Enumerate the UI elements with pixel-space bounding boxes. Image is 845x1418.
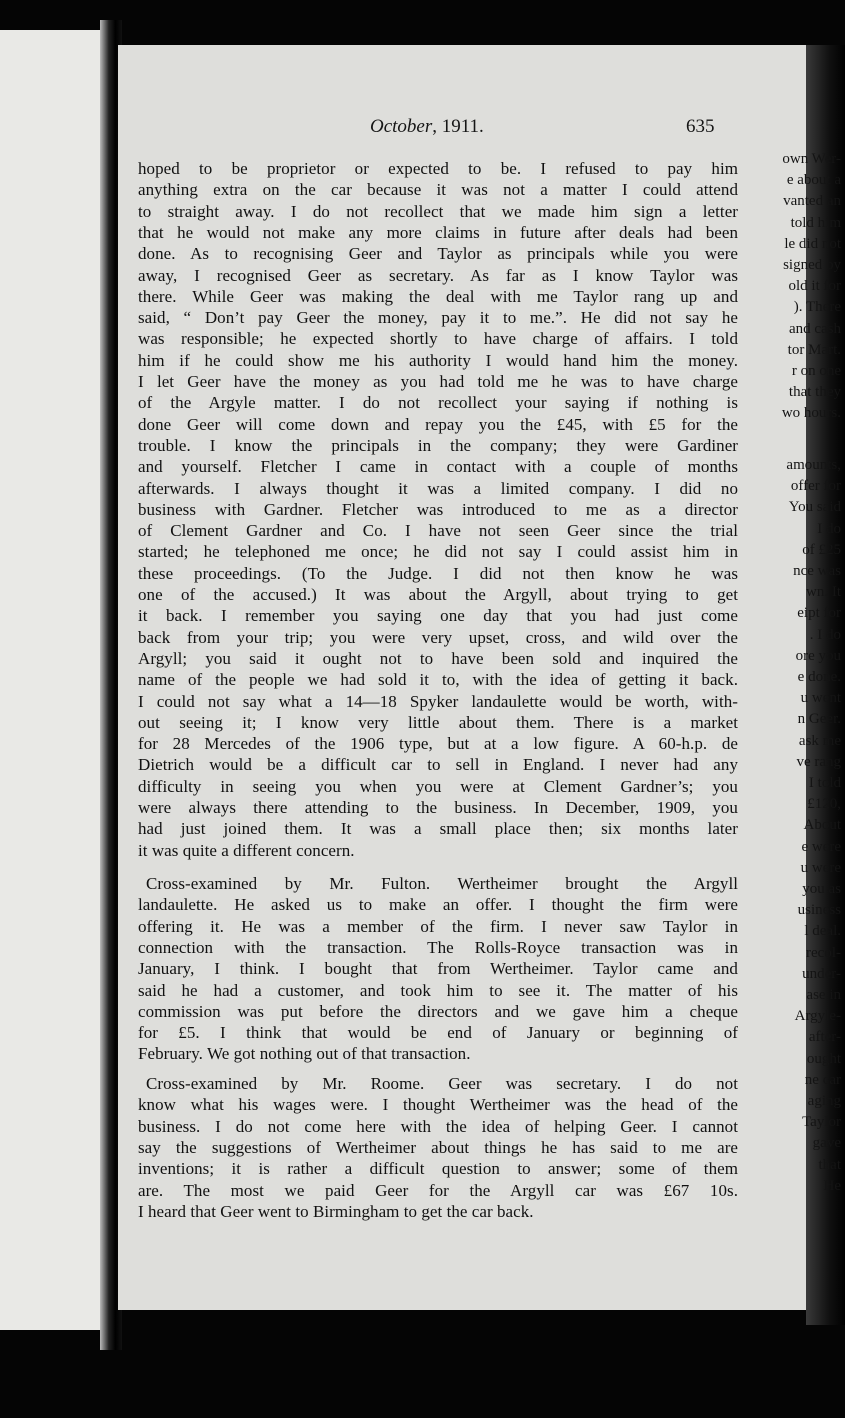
text-line: of the Argyle matter. I do not recollect your saying if nothing is [138,393,738,413]
running-head [370,116,484,138]
left-page-fragment: own Wer- [782,151,841,167]
text-line: connection with the transaction. The Rolls-Royce transaction was in [138,937,738,957]
left-page-fragment: Taylor [802,1114,841,1131]
left-page-fragment: aging [807,1093,841,1109]
left-page-fragment: e about a [786,172,841,189]
left-page-fragment: ase in [806,987,841,1003]
text-line: Cross-examined by Mr. Fulton. Wertheimer brought the Argyll [146,874,738,893]
text-line: were always there attending to the business. In December, 1909, you [138,798,738,817]
left-page-fragment: u went [800,690,841,707]
text-line: said he had a customer, and took him to see it. The matter of his [138,980,738,1000]
left-page-fragment: you as [802,881,841,897]
left-page-fragment: eipt for [797,605,841,622]
left-page-fragment: usiness [797,902,841,919]
left-page-fragment: signed by [783,257,841,273]
text-line: say the suggestions of Wertheimer about things he has said to me are [138,1137,738,1157]
text-line: was responsible; he expected shortly to have charge of affairs. I told [138,329,738,349]
text-line: back from your trip; you were very upset, cross, and wild over the [138,627,738,647]
left-page-fragment: told him [790,214,841,231]
text-line: these proceedings. (To the Judge. I did not then know he was [138,563,738,583]
running-head-month: October [370,116,433,137]
text-line: for 28 Mercedes of the 1906 type, but at a low figure. A 60-h.p. de [138,734,738,754]
text-line: business with Gardner. Fletcher was introduced to me as a director [138,499,738,519]
text-line: name of the people we had sold it to, with the idea of getting it back. [138,670,738,690]
left-page-fragment: amounts, [786,457,841,473]
text-line: Dietrich would be a difficult car to sell in England. I never had any [138,755,738,775]
text-line: landaulette. He asked us to make an offer. I thought the firm were [138,895,738,915]
text-line: I let Geer have the money as you had told me he was to have charge [138,372,738,391]
left-page-fragment: l deal. [804,923,841,940]
text-line: it back. I remember you saying one day that you had just come [138,606,738,626]
left-page-fragment: and cash [788,320,841,337]
text-line: are. The most we paid Geer for the Argyll car was £67 10s. [138,1180,738,1200]
text-line: had just joined them. It was a small place then; six months later [138,819,738,839]
left-page-fragment: after- [808,1029,841,1046]
left-page-fragment: that they [788,384,841,401]
text-line: done Geer will come down and repay you the £45, with £5 for the [138,414,738,434]
text-line: for £5. I think that would be end of January or beginning of [138,1023,738,1043]
text-line: him if he could show me his authority I would hand him the money. [138,350,738,370]
left-page-fragment: r on one [791,363,841,379]
text-line: out seeing it; I know very little about them. There is a market [138,712,738,732]
left-page [0,30,104,1330]
left-page-fragment: tor Mart. [787,341,841,358]
left-page-fragment: wo hours. [781,405,841,422]
left-page-fragment: of £25 [802,541,841,558]
text-line: afterwards. I always thought it was a limited company. I did no [138,478,738,498]
text-line: and yourself. Fletcher I came in contact with a couple of months [138,457,738,477]
left-page-fragment: . I do [809,626,841,643]
text-line: anything extra on the car because it was not a matter I could attend [138,180,738,200]
text-line: of Clement Gardner and Co. I have not seen Geer since the trial [138,521,738,541]
text-line: away, I recognised Geer as secretary. As far as I know Taylor was [138,265,738,285]
left-page-fragment: offer for [790,478,841,495]
left-page-fragment: I do [817,520,841,537]
left-page-fragment: e were [801,838,841,855]
left-page-fragment: Argyle- [794,1008,841,1025]
text-line: difficulty in seeing you when you were at Clement Gardner’s; you [138,776,738,796]
left-page-fragment: ore you [795,647,841,664]
text-line: January, I think. I bought that from Wertheimer. Taylor came and [138,959,738,979]
text-line: I could not say what a 14—18 Spyker landaulette would be worth, with- [138,691,738,711]
text-line: hoped to be proprietor or expected to be. I refused to pay him [138,159,738,178]
text-line: offering it. He was a member of the firm. I never saw Taylor in [138,916,738,936]
left-page-fragment: u were [800,859,841,876]
text-line: I heard that Geer went to Birmingham to get the car back. [138,1201,534,1221]
text-line: inventions; it is rather a difficult question to answer; some of them [138,1159,738,1179]
text-line: Cross-examined by Mr. Roome. Geer was secretary. I do not [146,1074,738,1093]
left-page-fragment: ask me [798,732,841,749]
left-page-fragment: About [803,817,841,834]
left-page-fragment: He [823,1177,841,1194]
text-line: commission was put before the directors and we gave him a cheque [138,1001,738,1021]
text-line: February. We got nothing out of that transaction. [138,1044,471,1064]
left-page-fragment: gave [812,1135,841,1152]
text-line: said, “ Don’t pay Geer the money, pay it to me.”. He did not say he [138,308,738,328]
left-page-fragment: nce was [793,563,841,579]
left-page-fragment: I told [808,775,841,791]
text-line: to straight away. I do not recollect that we made him sign a letter [138,201,738,221]
left-page-fragment: le did not [784,235,841,252]
text-line: Argyll; you said it ought not to have been sold and inquired the [138,648,738,668]
running-head-year: , 1911. [432,116,484,137]
text-line: know what his wages were. I thought Wertheimer was the head of the [138,1095,738,1115]
left-page-fragment: ne car [804,1071,841,1088]
left-page-fragment: n Geer. [797,711,841,728]
left-page-fragment: e done. [797,669,841,685]
text-line: business. I do not come here with the idea of helping Geer. I cannot [138,1116,738,1136]
left-page-fragment: under- [802,965,841,982]
text-line: started; he telephoned me once; he did not say I could assist him in [138,542,738,562]
left-page-fragment: wn. It [806,584,841,601]
left-page-fragment: vanted an [783,193,841,210]
text-line: done. As to recognising Geer and Taylor as principals while you were [138,244,738,264]
left-page-fragment: £120, [807,796,841,813]
text-line: that he would not make any more claims in future after deals had been [138,222,738,242]
left-page-fragment: that [818,1156,841,1173]
left-page-fragment: old it for [788,278,841,295]
text-line: one of the accused.) It was about the Argyll, about trying to get [138,585,738,604]
left-page-fragment: ought [806,1050,841,1067]
page-number: 635 [686,116,715,137]
left-page-fragment: You said [788,499,841,516]
text-line: there. While Geer was making the deal with me Taylor rang up and [138,286,738,306]
text-line: trouble. I know the principals in the company; they were Gardiner [138,435,738,455]
left-page-fragment: ve rang [796,753,841,770]
left-page-fragment: recol- [806,944,841,961]
text-line: it was quite a different concern. [138,840,355,860]
left-page-fragment: ). There [793,299,841,316]
